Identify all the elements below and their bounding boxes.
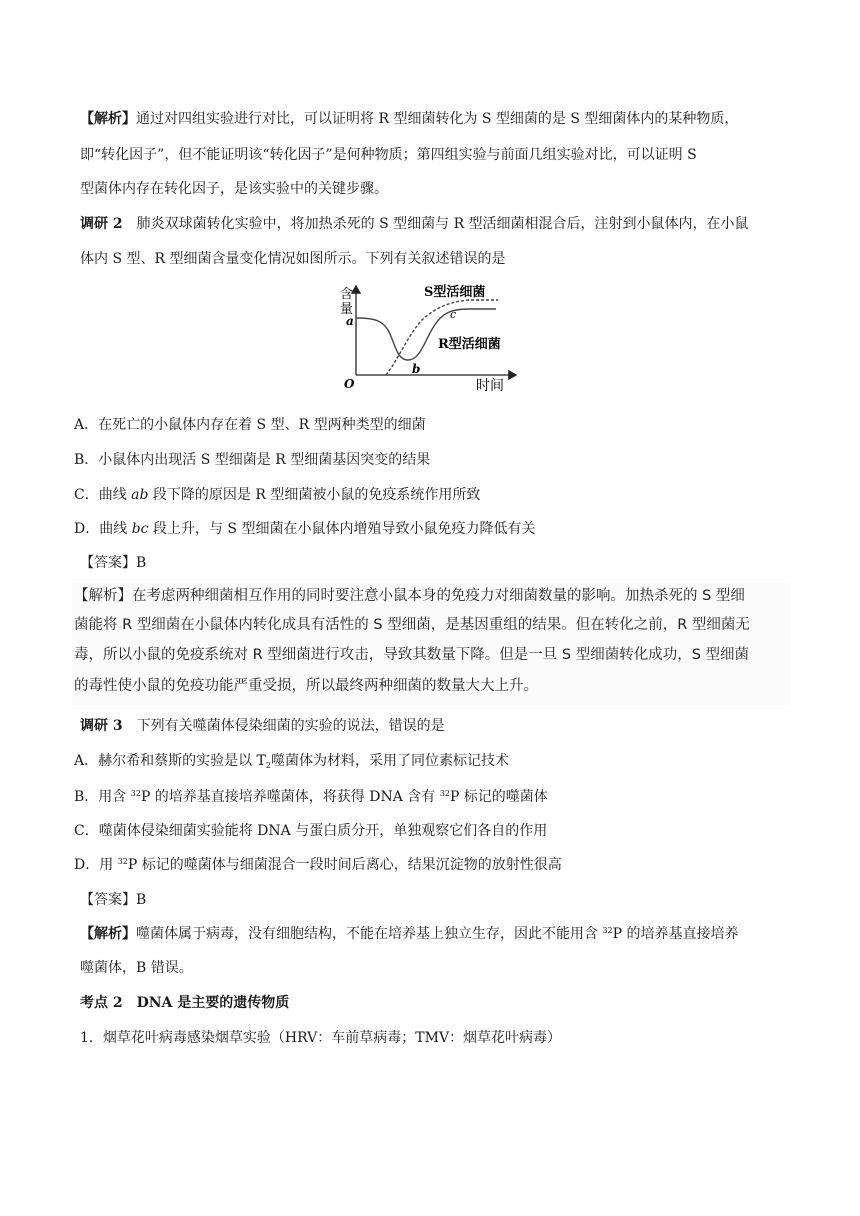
question-2-answer: 【答案】B (80, 555, 147, 571)
question-3-stem: 调研 3 下列有关噬菌体侵染细菌的实验的说法，错误的是 (80, 718, 445, 734)
question-3-answer: 【答案】B (80, 892, 147, 908)
bacteria-curve-figure (326, 280, 526, 395)
question-2-analysis-line-2: 菌能将 R 型细菌在小鼠体内转化成具有活性的 S 型细菌，是基因重组的结果。但在转化之前，R 型细菌无 (74, 617, 750, 633)
question-2-label: 调研 2 (80, 216, 123, 232)
point-a-label: a (346, 314, 354, 328)
question-3-option-b: B．用含 $^{32}$P 的培养基直接培养噬菌体，将获得 DNA 含有 $^{32}$P 标记的噬菌体 (74, 789, 548, 805)
question-2-line-1: 调研 2 肺炎双球菌转化实验中，将加热杀死的 S 型细菌与 R 型活细菌相混合后，注射到小鼠体内，在小鼠 (80, 216, 749, 232)
origin-label: O (344, 377, 355, 391)
question-2-option-c: C．曲线 ab 段下降的原因是 R 型细菌被小鼠的免疫系统作用所致 (74, 487, 481, 503)
point-b-label: b (412, 362, 421, 376)
question-2-analysis-line-1: 【解析】在考虑两种细菌相互作用的同时要注意小鼠本身的免疫力对细菌数量的影响。加热杀死的 S 型细 (74, 588, 745, 604)
s-type-label: S型活细菌 (424, 285, 486, 300)
question-3-option-c: C．噬菌体侵染细菌实验能将 DNA 与蛋白质分开，单独观察它们各自的作用 (74, 823, 548, 839)
analysis-line-1: 【解析】通过对四组实验进行对比，可以证明将 R 型细菌转化为 S 型细菌的是 S 型细菌体内的某种物质， (80, 111, 739, 127)
question-3-option-a: A．赫尔希和蔡斯的实验是以 $T_2$噬菌体为材料，采用了同位素标记技术 (74, 753, 509, 770)
point-c-label: c (450, 308, 457, 321)
question-2-analysis-line-3: 毒，所以小鼠的免疫系统对 R 型细菌进行攻击，导致其数量下降。但是一旦 S 型细菌转化成功，S 型细菌 (74, 647, 750, 663)
section-title: 考点 2 DNA 是主要的遗传物质 (80, 995, 290, 1011)
question-2-analysis-line-4: 的毒性使小鼠的免疫功能严重受损，所以最终两种细菌的数量大大上升。 (74, 678, 538, 694)
analysis-line-3: 型菌体内存在转化因子，是该实验中的关键步骤。 (80, 181, 388, 197)
question-2-option-a: A．在死亡的小鼠体内存在着 S 型、R 型两种类型的细菌 (74, 417, 426, 433)
question-2-option-d: D．曲线 bc 段上升，与 S 型细菌在小鼠体内增殖导致小鼠免疫力降低有关 (74, 521, 536, 537)
y-axis-label-1: 含 (340, 287, 354, 302)
question-3-label: 调研 3 (80, 718, 123, 734)
y-axis-label-2: 量 (340, 302, 354, 317)
question-2-option-b: B．小鼠体内出现活 S 型细菌是 R 型细菌基因突变的结果 (74, 452, 431, 468)
x-axis-label: 时间 (476, 378, 504, 394)
analysis-line-2: 即“转化因子”，但不能证明该“转化因子”是何种物质；第四组实验与前面几组实验对比，可以证明 S (80, 147, 697, 163)
question-3-analysis-line-2: 噬菌体，B 错误。 (80, 960, 193, 976)
question-3-option-d: D．用 $^{32}$P 标记的噬菌体与细菌混合一段时间后离心，结果沉淀物的放射性很高 (74, 857, 562, 873)
section-item-1: 1．烟草花叶病毒感染烟草实验（HRV：车前草病毒；TMV：烟草花叶病毒） (80, 1030, 562, 1046)
question-2-line-2: 体内 S 型、R 型细菌含量变化情况如图所示。下列有关叙述错误的是 (80, 251, 506, 267)
question-3-analysis-line-1: 【解析】噬菌体属于病毒，没有细胞结构，不能在培养基上独立生存，因此不能用含 $^{32}$P 的培养基直接培养 (80, 926, 739, 942)
r-type-label: R型活细菌 (438, 337, 501, 352)
